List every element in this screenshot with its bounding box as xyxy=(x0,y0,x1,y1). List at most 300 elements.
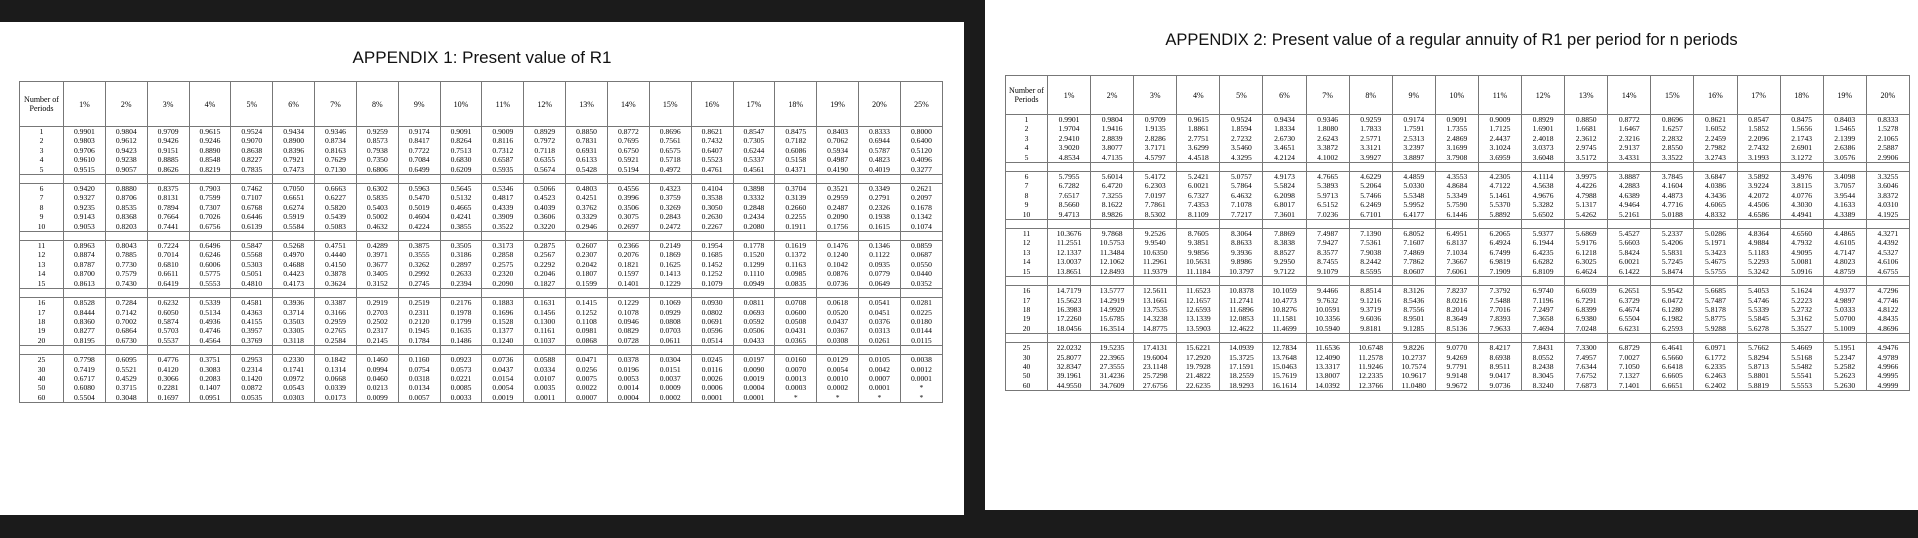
value-cell: 0.0365 xyxy=(775,336,817,346)
value-cell: 0.0001 xyxy=(691,393,733,403)
value-cell: 4.6229 xyxy=(1349,172,1392,182)
value-cell: 0.1229 xyxy=(607,298,649,308)
rate-header: 3% xyxy=(147,82,189,127)
value-cell: 6.1446 xyxy=(1435,210,1478,220)
period-cell: 6 xyxy=(1006,172,1048,182)
value-cell: 0.0213 xyxy=(356,383,398,392)
value-cell: 0.9901 xyxy=(1048,115,1091,125)
value-cell: 6.4720 xyxy=(1091,181,1134,190)
value-cell: 0.8547 xyxy=(733,127,775,137)
value-cell: 0.4523 xyxy=(524,193,566,202)
value-cell: 0.8375 xyxy=(147,184,189,194)
value-cell: 0.3332 xyxy=(733,193,775,202)
value-cell: 0.3186 xyxy=(440,250,482,259)
value-cell: 12.1062 xyxy=(1091,257,1134,266)
value-cell: 0.0042 xyxy=(859,365,901,374)
value-cell: 5.4746 xyxy=(1737,296,1780,305)
value-cell: 1.6681 xyxy=(1565,124,1608,133)
value-cell: 4.9999 xyxy=(1866,381,1909,391)
value-cell: 0.6944 xyxy=(859,136,901,145)
value-cell: 0.3118 xyxy=(273,336,315,346)
value-cell: 0.1599 xyxy=(566,279,608,289)
value-cell: 0.9804 xyxy=(1091,115,1134,125)
rate-header: 18% xyxy=(775,82,817,127)
value-cell: 12.3766 xyxy=(1349,381,1392,391)
rate-header: 17% xyxy=(733,82,775,127)
value-cell: 6.2463 xyxy=(1694,371,1737,380)
value-cell: 0.0012 xyxy=(900,365,942,374)
value-cell: 0.7972 xyxy=(524,136,566,145)
period-cell: 1 xyxy=(20,127,64,137)
value-cell: 0.8885 xyxy=(147,155,189,164)
value-cell: 0.0981 xyxy=(566,326,608,335)
value-cell: 0.0433 xyxy=(733,336,775,346)
value-cell: 0.3173 xyxy=(482,241,524,251)
value-cell: 7.1401 xyxy=(1608,381,1651,391)
value-cell: 1.9704 xyxy=(1048,124,1091,133)
value-cell: 7.6061 xyxy=(1435,267,1478,277)
rate-header: 12% xyxy=(1522,76,1565,115)
value-cell: 5.7245 xyxy=(1651,257,1694,266)
value-cell: 6.1944 xyxy=(1522,238,1565,247)
value-cell: 2.7232 xyxy=(1220,134,1263,143)
value-cell: 0.3066 xyxy=(147,374,189,383)
value-cell: 6.6039 xyxy=(1565,286,1608,296)
value-cell: 0.6006 xyxy=(189,260,231,269)
period-cell: 3 xyxy=(1006,134,1048,143)
value-cell: 0.1299 xyxy=(733,260,775,269)
table-row xyxy=(1006,238,1910,247)
value-cell: 8.3064 xyxy=(1220,229,1263,239)
value-cell: 4.7716 xyxy=(1651,200,1694,209)
value-cell: 0.0026 xyxy=(691,374,733,383)
table-row xyxy=(20,155,943,164)
value-cell: 0.0054 xyxy=(482,383,524,392)
value-cell: 25.7298 xyxy=(1134,371,1177,380)
value-cell: 0.9174 xyxy=(1392,115,1435,125)
value-cell: 6.4641 xyxy=(1651,343,1694,353)
value-cell: 0.9524 xyxy=(231,127,273,137)
value-cell: 13.5903 xyxy=(1177,324,1220,334)
value-cell: 0.1635 xyxy=(440,326,482,335)
value-cell: 0.4120 xyxy=(147,365,189,374)
value-cell: 2.4018 xyxy=(1522,134,1565,143)
value-cell: 0.5568 xyxy=(231,250,273,259)
rate-header: 20% xyxy=(859,82,901,127)
period-cell: 14 xyxy=(1006,257,1048,266)
value-cell: 0.9143 xyxy=(64,212,106,221)
value-cell: 0.0923 xyxy=(440,355,482,365)
value-cell: 7.1327 xyxy=(1608,371,1651,380)
value-cell: 8.8514 xyxy=(1349,286,1392,296)
value-cell: 44.9550 xyxy=(1048,381,1091,391)
value-cell: 19.7928 xyxy=(1177,362,1220,371)
value-cell: 7.7016 xyxy=(1478,305,1521,314)
value-cell: 6.1422 xyxy=(1608,267,1651,277)
value-cell: 0.3714 xyxy=(273,308,315,317)
value-cell: 0.1300 xyxy=(524,317,566,326)
value-cell: 0.8548 xyxy=(189,155,231,164)
value-cell: 5.4172 xyxy=(1134,172,1177,182)
value-cell: 31.4236 xyxy=(1091,371,1134,380)
value-cell: 0.1631 xyxy=(524,298,566,308)
value-cell: 0.5504 xyxy=(64,393,106,403)
value-cell: 15.7619 xyxy=(1263,371,1306,380)
value-cell: 0.0946 xyxy=(607,317,649,326)
value-cell: 0.0440 xyxy=(900,269,942,278)
rate-header: 17% xyxy=(1737,76,1780,115)
value-cell: 15.5623 xyxy=(1048,296,1091,305)
value-cell: 0.0053 xyxy=(607,374,649,383)
value-cell: 4.6105 xyxy=(1823,238,1866,247)
value-cell: 0.7050 xyxy=(273,184,315,194)
value-cell: 1.6467 xyxy=(1608,124,1651,133)
value-cell: 0.5820 xyxy=(315,203,357,212)
value-cell: 1.6901 xyxy=(1522,124,1565,133)
value-cell: 9.9856 xyxy=(1177,248,1220,257)
value-cell: 0.2394 xyxy=(440,279,482,289)
value-cell: 0.2083 xyxy=(189,374,231,383)
value-cell: 7.8393 xyxy=(1478,314,1521,323)
value-cell: 5.1951 xyxy=(1823,343,1866,353)
value-cell: 0.1476 xyxy=(817,241,859,251)
value-cell: 0.0573 xyxy=(440,365,482,374)
value-cell: 7.0027 xyxy=(1608,353,1651,362)
value-cell: 5.3282 xyxy=(1522,200,1565,209)
value-cell: 1.7125 xyxy=(1478,124,1521,133)
value-cell: 0.0829 xyxy=(607,326,649,335)
rate-header: 18% xyxy=(1780,76,1823,115)
value-cell: 3.1699 xyxy=(1435,143,1478,152)
value-cell: 5.2630 xyxy=(1823,381,1866,391)
value-cell: 5.1971 xyxy=(1694,238,1737,247)
value-cell: 0.3759 xyxy=(649,193,691,202)
period-cell: 25 xyxy=(20,355,64,365)
value-cell: 0.6232 xyxy=(147,298,189,308)
value-cell: 8.3126 xyxy=(1392,286,1435,296)
value-cell: 0.3677 xyxy=(356,260,398,269)
value-cell: 0.0431 xyxy=(775,326,817,335)
value-cell: 0.4817 xyxy=(482,193,524,202)
value-cell: 0.5718 xyxy=(649,155,691,164)
value-cell: 0.3878 xyxy=(315,269,357,278)
value-cell: 8.9826 xyxy=(1091,210,1134,220)
value-cell: 32.8347 xyxy=(1048,362,1091,371)
value-cell: 7.1909 xyxy=(1478,267,1521,277)
value-cell: 0.0245 xyxy=(691,355,733,365)
value-cell: 4.4518 xyxy=(1177,153,1220,163)
value-cell: 4.0776 xyxy=(1780,191,1823,200)
value-cell: 0.7107 xyxy=(231,193,273,202)
value-cell: 5.5370 xyxy=(1478,200,1521,209)
rate-header: 1% xyxy=(1048,76,1091,115)
value-cell: 0.7130 xyxy=(315,165,357,175)
value-cell: 0.6499 xyxy=(398,165,440,175)
value-cell: 0.0508 xyxy=(775,317,817,326)
value-cell: 4.8023 xyxy=(1823,257,1866,266)
value-cell: 19.6004 xyxy=(1134,353,1177,362)
value-cell: 9.0736 xyxy=(1478,381,1521,391)
value-cell: 0.6400 xyxy=(900,136,942,145)
value-cell: 0.7629 xyxy=(315,155,357,164)
value-cell: 9.0770 xyxy=(1435,343,1478,353)
value-cell: 5.5831 xyxy=(1651,248,1694,257)
value-cell: 0.5268 xyxy=(273,241,315,251)
value-cell: 4.9966 xyxy=(1866,362,1909,371)
value-cell: 0.2314 xyxy=(231,365,273,374)
value-cell: 6.4674 xyxy=(1608,305,1651,314)
value-cell: * xyxy=(859,393,901,403)
value-cell: 0.5835 xyxy=(356,193,398,202)
value-cell: 9.8986 xyxy=(1220,257,1263,266)
value-cell: 0.4564 xyxy=(189,336,231,346)
value-cell: 22.3965 xyxy=(1091,353,1134,362)
value-cell: 0.6446 xyxy=(231,212,273,221)
value-cell: 0.1229 xyxy=(649,279,691,289)
value-cell: 0.2946 xyxy=(566,222,608,232)
period-cell: 15 xyxy=(20,279,64,289)
value-cell: 0.4972 xyxy=(649,165,691,175)
value-cell: 0.5051 xyxy=(231,269,273,278)
value-cell: 5.3242 xyxy=(1737,267,1780,277)
value-cell: 3.3121 xyxy=(1349,143,1392,152)
value-cell: 4.8759 xyxy=(1823,267,1866,277)
value-cell: 0.2502 xyxy=(356,317,398,326)
value-cell: 6.8017 xyxy=(1263,200,1306,209)
value-cell: 0.8706 xyxy=(105,193,147,202)
value-cell: 5.4675 xyxy=(1694,257,1737,266)
value-cell: 0.7798 xyxy=(64,355,106,365)
value-cell: 7.3601 xyxy=(1263,210,1306,220)
value-cell: 0.6246 xyxy=(189,250,231,259)
value-cell: 0.1486 xyxy=(440,336,482,346)
period-cell: 16 xyxy=(20,298,64,308)
value-cell: 1.7833 xyxy=(1349,124,1392,133)
value-cell: 0.4556 xyxy=(607,184,649,194)
value-cell: 6.4177 xyxy=(1392,210,1435,220)
value-cell: 0.0872 xyxy=(231,383,273,392)
value-cell: 11.2961 xyxy=(1134,257,1177,266)
value-cell: 5.6869 xyxy=(1565,229,1608,239)
value-cell: 2.1743 xyxy=(1780,134,1823,143)
value-cell: 5.6502 xyxy=(1522,210,1565,220)
value-cell: 0.7284 xyxy=(105,298,147,308)
value-cell: 0.1597 xyxy=(607,269,649,278)
rate-header: 15% xyxy=(1651,76,1694,115)
rate-header: 6% xyxy=(273,82,315,127)
value-cell: 8.7455 xyxy=(1306,257,1349,266)
value-cell: 0.6810 xyxy=(147,260,189,269)
value-cell: 0.1163 xyxy=(775,260,817,269)
value-cell: 5.7590 xyxy=(1435,200,1478,209)
value-cell: 0.0535 xyxy=(231,393,273,403)
periods-header: Number of Periods xyxy=(1006,76,1048,115)
value-cell: 7.7217 xyxy=(1220,210,1263,220)
value-cell: 0.7835 xyxy=(231,165,273,175)
value-cell: 0.9901 xyxy=(64,127,106,137)
value-cell: 0.1697 xyxy=(147,393,189,403)
value-cell: 0.3277 xyxy=(900,165,942,175)
value-cell: 5.0330 xyxy=(1392,181,1435,190)
value-cell: 0.0437 xyxy=(817,317,859,326)
value-cell: 0.7441 xyxy=(147,222,189,232)
table-row xyxy=(20,203,943,212)
value-cell: 0.0339 xyxy=(315,383,357,392)
value-cell: 0.8227 xyxy=(231,155,273,164)
value-cell: 0.1252 xyxy=(691,269,733,278)
value-cell: 8.5436 xyxy=(1392,296,1435,305)
value-cell: 7.0197 xyxy=(1134,191,1177,200)
value-cell: 0.0085 xyxy=(440,383,482,392)
value-cell: 0.1784 xyxy=(398,336,440,346)
value-cell: 0.4581 xyxy=(231,298,273,308)
table-row xyxy=(20,298,943,308)
value-cell: 1.8594 xyxy=(1220,124,1263,133)
value-cell: 6.4924 xyxy=(1478,238,1521,247)
rate-header: 2% xyxy=(105,82,147,127)
value-cell: 0.7921 xyxy=(273,155,315,164)
value-cell: 3.9224 xyxy=(1737,181,1780,190)
value-cell: 3.5460 xyxy=(1220,143,1263,152)
value-cell: 2.1399 xyxy=(1823,134,1866,143)
value-cell: 0.8116 xyxy=(482,136,524,145)
value-cell: 0.0303 xyxy=(273,393,315,403)
value-cell: 17.4131 xyxy=(1134,343,1177,353)
rate-header: 25% xyxy=(900,82,942,127)
value-cell: 6.4632 xyxy=(1220,191,1263,200)
value-cell: 0.2097 xyxy=(900,193,942,202)
value-cell: 4.1002 xyxy=(1306,153,1349,163)
value-cell: 0.8444 xyxy=(64,308,106,317)
value-cell: 0.1342 xyxy=(900,212,942,221)
value-cell: 0.8621 xyxy=(691,127,733,137)
value-cell: 0.3936 xyxy=(273,298,315,308)
value-cell: 4.2124 xyxy=(1263,153,1306,163)
value-cell: 1.6257 xyxy=(1651,124,1694,133)
value-cell: 3.6046 xyxy=(1866,181,1909,190)
value-cell: 0.3329 xyxy=(566,212,608,221)
value-cell: 4.9377 xyxy=(1823,286,1866,296)
period-cell: 19 xyxy=(1006,314,1048,323)
value-cell: 0.3769 xyxy=(231,336,273,346)
value-cell: 4.4865 xyxy=(1823,229,1866,239)
value-cell: 6.8729 xyxy=(1608,343,1651,353)
value-cell: 3.7845 xyxy=(1651,172,1694,182)
value-cell: 0.1372 xyxy=(775,250,817,259)
value-cell: 16.3983 xyxy=(1048,305,1091,314)
value-cell: 5.8424 xyxy=(1608,248,1651,257)
value-cell: 0.0304 xyxy=(649,355,691,365)
value-cell: 2.7432 xyxy=(1737,143,1780,152)
value-cell: 0.9420 xyxy=(64,184,106,194)
table-row xyxy=(20,355,943,365)
value-cell: 0.7885 xyxy=(105,250,147,259)
value-cell: 7.4987 xyxy=(1306,229,1349,239)
value-cell: 2.3612 xyxy=(1565,134,1608,143)
value-cell: 6.4951 xyxy=(1435,229,1478,239)
value-cell: 0.1685 xyxy=(691,250,733,259)
value-cell: 0.2660 xyxy=(775,203,817,212)
value-cell: 0.4776 xyxy=(147,355,189,365)
value-cell: 0.6717 xyxy=(64,374,106,383)
appendix-1-page xyxy=(0,22,964,515)
value-cell: 9.8226 xyxy=(1392,343,1435,353)
value-cell: 0.7432 xyxy=(691,136,733,145)
value-cell: 0.9423 xyxy=(105,146,147,155)
value-cell: 3.2743 xyxy=(1694,153,1737,163)
rate-header: 12% xyxy=(524,82,566,127)
value-cell: 4.2072 xyxy=(1737,191,1780,200)
value-cell: 0.5674 xyxy=(524,165,566,175)
value-cell: 0.5935 xyxy=(482,165,524,175)
header-row xyxy=(1006,76,1910,115)
value-cell: 1.7591 xyxy=(1392,124,1435,133)
value-cell: 0.3050 xyxy=(691,203,733,212)
value-cell: 10.8378 xyxy=(1220,286,1263,296)
value-cell: 8.8633 xyxy=(1220,238,1263,247)
value-cell: 0.0019 xyxy=(733,374,775,383)
value-cell: 0.0649 xyxy=(859,279,901,289)
value-cell: 0.9346 xyxy=(315,127,357,137)
value-cell: 0.3152 xyxy=(356,279,398,289)
value-cell: 0.8000 xyxy=(900,127,942,137)
value-cell: 7.6752 xyxy=(1565,371,1608,380)
value-cell: 5.9952 xyxy=(1392,200,1435,209)
value-cell: 6.2593 xyxy=(1651,324,1694,334)
value-cell: 0.0949 xyxy=(733,279,775,289)
value-cell: 0.2621 xyxy=(900,184,942,194)
value-cell: 0.9709 xyxy=(1134,115,1177,125)
table-row xyxy=(20,383,943,392)
value-cell: 10.6350 xyxy=(1134,248,1177,257)
value-cell: 5.1461 xyxy=(1478,191,1521,200)
value-cell: 5.2623 xyxy=(1823,371,1866,380)
value-cell: 0.0196 xyxy=(607,365,649,374)
value-cell: 10.3797 xyxy=(1220,267,1263,277)
value-cell: 0.2176 xyxy=(440,298,482,308)
value-cell: 0.5919 xyxy=(273,212,315,221)
value-cell: 0.4440 xyxy=(315,250,357,259)
value-cell: 5.4206 xyxy=(1651,238,1694,247)
value-cell: 0.6419 xyxy=(147,279,189,289)
period-cell: 30 xyxy=(20,365,64,374)
value-cell: 11.3484 xyxy=(1091,248,1134,257)
value-cell: 0.2311 xyxy=(398,308,440,317)
value-cell: 0.2090 xyxy=(817,212,859,221)
value-cell: 5.3423 xyxy=(1694,248,1737,257)
table-row xyxy=(20,326,943,335)
value-cell: 5.8801 xyxy=(1737,371,1780,380)
value-cell: 22.0232 xyxy=(1048,343,1091,353)
value-cell: 10.9617 xyxy=(1392,371,1435,380)
value-cell: 5.9288 xyxy=(1694,324,1737,334)
value-cell: 6.2303 xyxy=(1134,181,1177,190)
value-cell: 14.0392 xyxy=(1306,381,1349,391)
value-cell: 0.1696 xyxy=(482,308,524,317)
table-row xyxy=(20,374,943,383)
value-cell: 0.7513 xyxy=(440,146,482,155)
rate-header: 14% xyxy=(1608,76,1651,115)
value-cell: 0.2090 xyxy=(482,279,524,289)
table-row xyxy=(1006,324,1910,334)
value-cell: 1.5656 xyxy=(1780,124,1823,133)
value-cell: 0.7142 xyxy=(105,308,147,317)
value-cell: 5.1624 xyxy=(1780,286,1823,296)
value-cell: 7.1607 xyxy=(1392,238,1435,247)
value-cell: 18.9293 xyxy=(1220,381,1263,391)
value-cell: 6.1772 xyxy=(1694,353,1737,362)
table-row xyxy=(1006,353,1910,362)
